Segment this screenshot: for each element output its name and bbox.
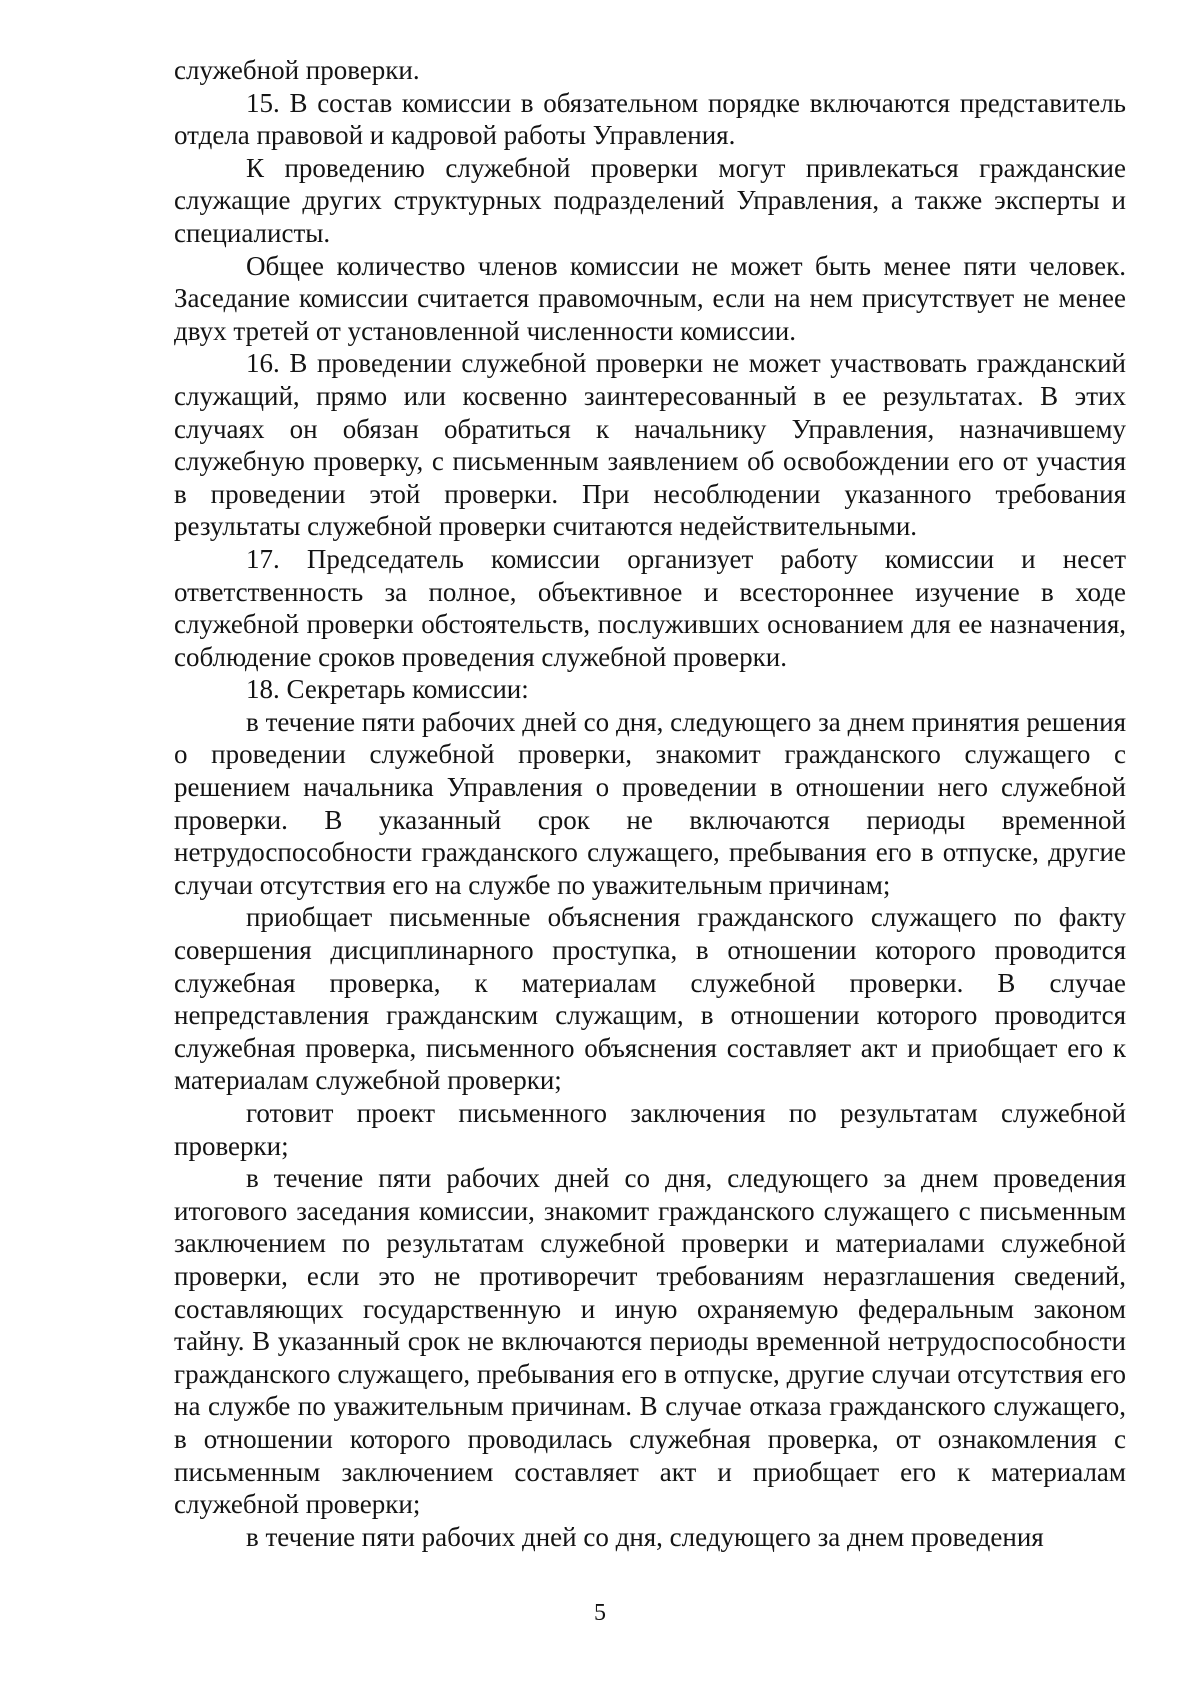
paragraph-secretary-duty-4: в течение пяти рабочих дней со дня, следующего за днем проведения итогового заседания комиссии, знакомит гражданского служащего с письменным заключением по результатам служебной проверки и материалами служебной проверки, если это не противоречит требованиям неразглашения сведений, составляющих государственную и иную охраняемую федеральным законом тайну. В указанный срок не включаются периоды временной нетрудоспособности гражданского служащего, пребывания его в отпуске, другие случаи отсутствия его на службе по уважительным причинам. В случае отказа гражданского служащего, в отношении которого проводилась служебная проверка, от ознакомления с письменным заключением составляет акт и приобщает его к материалам служебной проверки; bbox=[174, 1163, 1126, 1520]
page-number: 5 bbox=[594, 1600, 606, 1626]
paragraph-clause-16: 16. В проведении служебной проверки не может участвовать гражданский служащий, прямо или косвенно заинтересованный в ее результатах. В этих случаях он обязан обратиться к начальнику Управления, назначившему служебную проверку, с письменным заявлением об освобождении его от участия в проведении этой проверки. При несоблюдении указанного требования результаты служебной проверки считаются недействительными. bbox=[174, 348, 1126, 542]
paragraph-clause-17: 17. Председатель комиссии организует работу комиссии и несет ответственность за полное, объективное и всестороннее изучение в ходе служебной проверки обстоятельств, послуживших основанием для ее назначения, соблюдение сроков проведения служебной проверки. bbox=[174, 543, 1126, 672]
paragraph-involvement: К проведению служебной проверки могут привлекаться гражданские служащие других структурных подразделений Управления, а также эксперты и специалисты. bbox=[174, 152, 1126, 248]
paragraph-clause-15: 15. В состав комиссии в обязательном порядке включаются представитель отдела правовой и кадровой работы Управления. bbox=[174, 87, 1126, 151]
document-page bbox=[174, 54, 1126, 1553]
paragraph-secretary-duty-5: в течение пяти рабочих дней со дня, следующего за днем проведения bbox=[246, 1521, 1044, 1552]
paragraph-secretary-duty-2: приобщает письменные объяснения гражданского служащего по факту совершения дисциплинарного проступка, в отношении которого проводится служебная проверка, к материалам служебной проверки. В случае непредставления гражданским служащим, в отношении которого проводится служебная проверка, письменного объяснения составляет акт и приобщает его к материалам служебной проверки; bbox=[174, 902, 1126, 1096]
paragraph-clause-18: 18. Секретарь комиссии: bbox=[246, 674, 529, 705]
paragraph-secretary-duty-3: готовит проект письменного заключения по результатам служебной проверки; bbox=[174, 1098, 1126, 1161]
paragraph-quorum: Общее количество членов комиссии не может быть менее пяти человек. Заседание комиссии считается правомочным, если на нем присутствует не менее двух третей от установленной численности комиссии. bbox=[174, 250, 1126, 346]
paragraph-secretary-duty-1: в течение пяти рабочих дней со дня, следующего за днем принятия решения о проведении служебной проверки, знакомит гражданского служащего с решением начальника Управления о проведении в отношении него служебной проверки. В указанный срок не включаются периоды временной нетрудоспособности гражданского служащего, пребывания его в отпуске, другие случаи отсутствия его на службе по уважительным причинам; bbox=[174, 706, 1126, 900]
paragraph-continuation: служебной проверки. bbox=[174, 55, 420, 85]
